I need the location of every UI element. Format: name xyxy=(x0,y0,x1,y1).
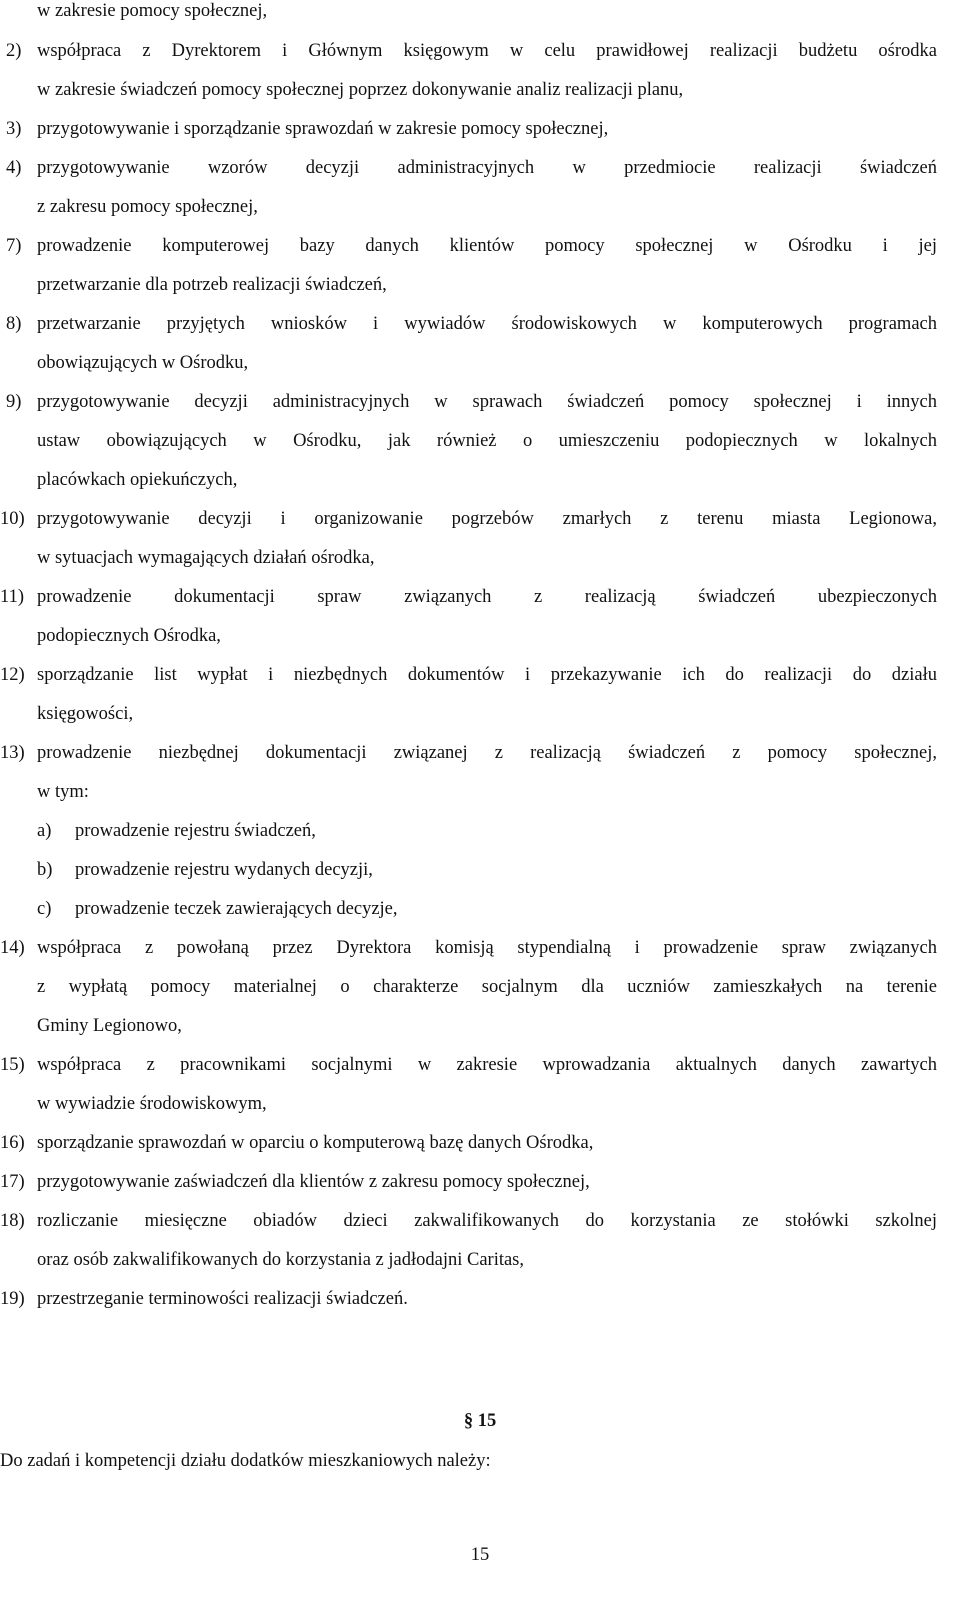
list-item-number: 11) xyxy=(0,587,24,607)
list-item-text: prowadzenie komputerowej bazy danych klientów pomocy społecznej w Ośrodku i jej xyxy=(37,236,937,256)
list-item-text: przestrzeganie terminowości realizacji świadczeń. xyxy=(37,1289,408,1309)
list-item-text: podopiecznych Ośrodka, xyxy=(37,626,221,646)
list-item-text: Gminy Legionowo, xyxy=(37,1016,182,1036)
sub-item-letter: b) xyxy=(37,860,53,880)
list-item-number: 10) xyxy=(0,509,25,529)
list-item-number: 15) xyxy=(0,1055,25,1075)
list-item-number: 13) xyxy=(0,743,25,763)
list-item-number: 14) xyxy=(0,938,25,958)
list-item-number: 3) xyxy=(6,119,22,139)
list-item-text: rozliczanie miesięczne obiadów dzieci zakwalifikowanych do korzystania ze stołówki szkolnej xyxy=(37,1211,937,1231)
list-item-text: prowadzenie dokumentacji spraw związanych z realizacją świadczeń ubezpieczonych xyxy=(37,587,937,607)
list-item-text: przetwarzanie dla potrzeb realizacji świadczeń, xyxy=(37,275,387,295)
list-item-text: w wywiadzie środowiskowym, xyxy=(37,1094,267,1114)
sub-item-text: prowadzenie rejestru świadczeń, xyxy=(75,821,316,841)
list-item-text: współpraca z powołaną przez Dyrektora komisją stypendialną i prowadzenie spraw związanych xyxy=(37,938,937,958)
list-item-text: księgowości, xyxy=(37,704,134,724)
sub-item-text: prowadzenie rejestru wydanych decyzji, xyxy=(75,860,373,880)
list-item-number: 12) xyxy=(0,665,25,685)
list-item-number: 9) xyxy=(6,392,22,412)
list-item-number: 7) xyxy=(6,236,22,256)
list-item-text: przygotowywanie decyzji i organizowanie pogrzebów zmarłych z terenu miasta Legionowa, xyxy=(37,509,937,529)
list-item-text: oraz osób zakwalifikowanych do korzystania z jadłodajni Caritas, xyxy=(37,1250,525,1270)
list-item-text: przetwarzanie przyjętych wniosków i wywiadów środowiskowych w komputerowych programach xyxy=(37,314,937,334)
list-item-number: 19) xyxy=(0,1289,25,1309)
sub-item-text: prowadzenie teczek zawierających decyzje, xyxy=(75,899,398,919)
list-item-text: współpraca z pracownikami socjalnymi w zakresie wprowadzania aktualnych danych zawartych xyxy=(37,1055,937,1075)
list-item-text: współpraca z Dyrektorem i Głównym księgowym w celu prawidłowej realizacji budżetu ośrodka xyxy=(37,41,937,61)
list-item-text: z wypłatą pomocy materialnej o charakterze socjalnym dla uczniów zamieszkałych na terenie xyxy=(37,977,937,997)
list-item-text: przygotowywanie zaświadczeń dla klientów z zakresu pomocy społecznej, xyxy=(37,1172,590,1192)
section-number: § 15 xyxy=(463,1411,497,1431)
section-intro: Do zadań i kompetencji działu dodatków mieszkaniowych należy: xyxy=(0,1451,491,1471)
list-item-number: 8) xyxy=(6,314,22,334)
list-item-text: placówkach opiekuńczych, xyxy=(37,470,238,490)
list-item-number: 2) xyxy=(6,41,22,61)
sub-item-letter: a) xyxy=(37,821,52,841)
list-item-text: w zakresie świadczeń pomocy społecznej poprzez dokonywanie analiz realizacji planu, xyxy=(37,80,684,100)
list-item-text: obowiązujących w Ośrodku, xyxy=(37,353,249,373)
list-item-text: przygotowywanie i sporządzanie sprawozdań w zakresie pomocy społecznej, xyxy=(37,119,609,139)
list-item-text: w tym: xyxy=(37,782,89,802)
list-item-text: przygotowywanie decyzji administracyjnych w sprawach świadczeń pomocy społecznej i innych xyxy=(37,392,937,412)
list-item-text: z zakresu pomocy społecznej, xyxy=(37,197,258,217)
sub-item-letter: c) xyxy=(37,899,52,919)
list-item-text: przygotowywanie wzorów decyzji administracyjnych w przedmiocie realizacji świadczeń xyxy=(37,158,937,178)
page-number: 15 xyxy=(470,1545,490,1565)
list-item-number: 16) xyxy=(0,1133,25,1153)
list-item-text: prowadzenie niezbędnej dokumentacji związanej z realizacją świadczeń z pomocy społecznej, xyxy=(37,743,937,763)
list-item-continuation: w zakresie pomocy społecznej, xyxy=(37,1,268,21)
list-item-text: w sytuacjach wymagających działań ośrodka, xyxy=(37,548,375,568)
list-item-text: sporządzanie sprawozdań w oparciu o komputerową bazę danych Ośrodka, xyxy=(37,1133,594,1153)
list-item-text: sporządzanie list wypłat i niezbędnych dokumentów i przekazywanie ich do realizacji do działu xyxy=(37,665,937,685)
list-item-number: 4) xyxy=(6,158,22,178)
list-item-number: 18) xyxy=(0,1211,25,1231)
list-item-number: 17) xyxy=(0,1172,25,1192)
list-item-text: ustaw obowiązujących w Ośrodku, jak również o umieszczeniu podopiecznych w lokalnych xyxy=(37,431,937,451)
